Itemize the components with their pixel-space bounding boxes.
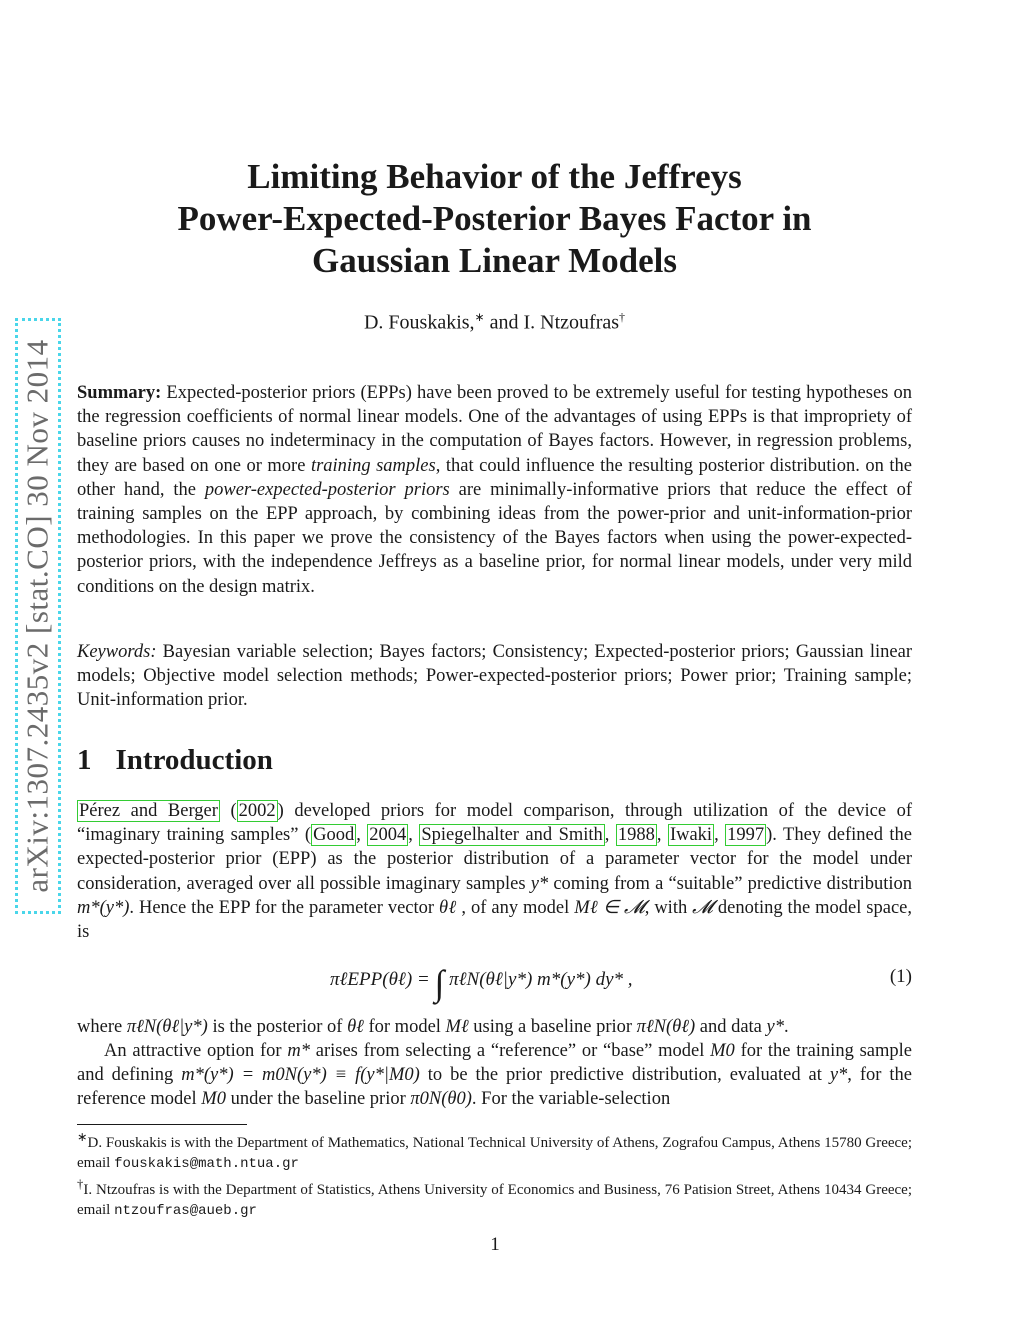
math-inline: 𝓜 bbox=[692, 897, 713, 918]
intro-text: where bbox=[77, 1017, 127, 1037]
math-inline: Mℓ bbox=[445, 1017, 469, 1037]
summary-text-2: , that could influence the resulting posterior distribution. on the other hand, the bbox=[77, 455, 912, 500]
section-heading-introduction bbox=[77, 744, 273, 777]
footnote-mark-2[interactable]: † bbox=[619, 310, 626, 324]
footnote-divider bbox=[77, 1124, 247, 1125]
intro-text: is the posterior of bbox=[207, 1017, 348, 1037]
intro-paragraph-3 bbox=[77, 1039, 912, 1112]
summary-emphasis-2: power-expected-posterior priors bbox=[204, 479, 450, 500]
author-fouskakis: D. Fouskakis, bbox=[363, 311, 475, 334]
citation-link-2004[interactable]: 2004 bbox=[369, 825, 407, 846]
intro-text: . For the variable-selection bbox=[471, 1089, 671, 1110]
intro-text: for the training sample and defining bbox=[77, 1041, 912, 1086]
summary-label: Summary: bbox=[77, 383, 162, 403]
intro-text: for model bbox=[363, 1017, 446, 1037]
arxiv-identifier: arXiv:1307.2435v2 [stat.CO] 30 Nov 2014 bbox=[20, 339, 55, 893]
footnote-mark-1[interactable]: ∗ bbox=[474, 310, 485, 324]
citation-link-perez-berger[interactable]: Pérez and Berger bbox=[79, 801, 218, 821]
footnote-1-mark: ∗ bbox=[77, 1130, 88, 1144]
abstract-summary bbox=[77, 381, 912, 599]
intro-text: . bbox=[783, 1017, 789, 1037]
summary-emphasis-1: training samples bbox=[310, 455, 436, 476]
footnote-1-text: D. Fouskakis is with the Department of Mathematics, National Technical University of Athens, Zografou Campus, Athens 15780 Greece; email bbox=[77, 1135, 912, 1171]
intro-text: An attractive option for bbox=[104, 1041, 288, 1061]
intro-text: to be the prior predictive distribution, evaluated at bbox=[419, 1065, 830, 1086]
citation-link-good[interactable]: Good bbox=[313, 825, 355, 846]
math-inline: θℓ bbox=[439, 897, 457, 918]
arxiv-identifier-stamp[interactable] bbox=[15, 318, 61, 914]
intro-paragraph-2 bbox=[77, 1015, 912, 1039]
paper-title bbox=[77, 156, 912, 282]
title-line-2: Power-Expected-Posterior Bayes Factor in bbox=[177, 199, 812, 238]
equation-1 bbox=[77, 958, 912, 1003]
intro-text: ). They defined the expected-posterior prior (EPP) as the posterior distribution of a parameter vector for the model under consideration, averaged over all possible imaginary samples bbox=[77, 825, 913, 894]
intro-text: ) developed priors for model comparison, through utilization of the device of “imaginary training samples” ( bbox=[77, 801, 912, 846]
footnote-2-text: I. Ntzoufras is with the Department of Statistics, Athens University of Economics and Business, 76 Patision Street, Athens 10434 Greece; email bbox=[77, 1182, 912, 1218]
intro-text: and data bbox=[695, 1017, 767, 1037]
intro-text: , bbox=[356, 825, 368, 846]
keywords-text: Bayesian variable selection; Bayes factors; Consistency; Expected-posterior priors; Gaussian linear models; Objective model selection methods; Power-expected-posterior priors; Power prior; Training sample; Unit-information prior. bbox=[77, 642, 912, 711]
intro-text: , bbox=[656, 825, 668, 846]
integral-sign: ∫ bbox=[434, 963, 445, 1003]
intro-text: under the baseline prior bbox=[225, 1089, 411, 1110]
intro-text: , bbox=[408, 825, 420, 846]
equation-number: (1) bbox=[889, 966, 912, 987]
citation-link-spiegelhalter-smith[interactable]: Spiegelhalter and Smith bbox=[421, 825, 603, 846]
citation-link-iwaki[interactable]: Iwaki bbox=[669, 825, 713, 846]
math-inline: M0 bbox=[201, 1089, 226, 1110]
intro-text: , of any model bbox=[456, 897, 575, 918]
math-inline: Mℓ ∈ 𝓜 bbox=[574, 897, 645, 918]
section-number: 1 bbox=[77, 744, 92, 776]
equation-rhs: πℓN(θℓ|y*) m*(y*) dy* , bbox=[444, 969, 633, 990]
summary-text-3: are minimally-informative priors that reduce the effect of training samples on the EPP approach, by combining ideas from the power-prior and unit-information-prior methodologies. In this paper we prove the consistency of the Bayes factors when using the power-expected-posterior priors, with the independence Jeffreys as a baseline prior, for normal linear models, under very mild conditions on the design matrix. bbox=[77, 479, 912, 597]
citation-link-1988[interactable]: 1988 bbox=[617, 825, 655, 846]
summary-text-1: Expected-posterior priors (EPPs) have been proved to be extremely useful for testing hypotheses on the regression coefficients of normal linear models. One of the advantages of using EPPs is that impropriety of baseline priors causes no indeterminacy in the computation of Bayes factors. However, in regression problems, they are based on one or more bbox=[77, 383, 912, 476]
keywords-block bbox=[77, 640, 912, 713]
intro-text: coming from a “suitable” predictive distribution bbox=[548, 873, 912, 894]
intro-text: denoting the model space, is bbox=[77, 897, 913, 943]
math-inline: θℓ bbox=[347, 1017, 364, 1037]
author-separator: and bbox=[484, 311, 524, 334]
math-inline: m* bbox=[287, 1041, 310, 1061]
footnote-1 bbox=[77, 1127, 912, 1174]
math-inline: πℓN(θℓ) bbox=[636, 1017, 696, 1037]
math-inline: y* bbox=[829, 1065, 848, 1086]
citation-link-1997[interactable]: 1997 bbox=[727, 825, 765, 846]
intro-paragraph-1 bbox=[77, 799, 912, 944]
math-inline: m*(y*) bbox=[77, 897, 130, 918]
math-inline: y* bbox=[530, 873, 549, 894]
intro-text: using a baseline prior bbox=[468, 1017, 637, 1037]
math-inline: y* bbox=[766, 1017, 784, 1037]
equation-body bbox=[330, 962, 633, 1004]
title-line-1: Limiting Behavior of the Jeffreys bbox=[247, 157, 742, 196]
intro-text: arises from selecting a “reference” or “base” model bbox=[309, 1041, 711, 1061]
math-inline: π0N(θ0) bbox=[410, 1089, 472, 1110]
intro-text: , with bbox=[644, 897, 693, 918]
section-title: Introduction bbox=[115, 744, 273, 776]
keywords-label: Keywords: bbox=[77, 642, 157, 662]
footnotes bbox=[77, 1127, 912, 1221]
author-list bbox=[77, 310, 912, 335]
intro-text: . Hence the EPP for the parameter vector bbox=[129, 897, 440, 918]
email-link-ntzoufras[interactable]: ntzoufras@aueb.gr bbox=[114, 1203, 257, 1219]
citation-link-2002[interactable]: 2002 bbox=[238, 801, 276, 821]
intro-text: , bbox=[714, 825, 726, 846]
email-link-fouskakis[interactable]: fouskakis@math.ntua.gr bbox=[114, 1156, 299, 1172]
intro-text: ( bbox=[219, 801, 237, 821]
footnote-2 bbox=[77, 1174, 912, 1221]
math-inline: m*(y*) = m0N(y*) ≡ f(y*|M0) bbox=[181, 1065, 420, 1086]
math-inline: πℓN(θℓ|y*) bbox=[126, 1017, 208, 1037]
intro-text: , for the reference model bbox=[77, 1065, 912, 1110]
page-number: 1 bbox=[490, 1234, 500, 1255]
intro-text: , bbox=[604, 825, 616, 846]
author-ntzoufras: I. Ntzoufras bbox=[523, 311, 620, 334]
math-inline: M0 bbox=[710, 1041, 735, 1061]
footnote-2-mark: † bbox=[77, 1177, 84, 1191]
equation-lhs: πℓEPP(θℓ) = bbox=[330, 969, 435, 990]
title-line-3: Gaussian Linear Models bbox=[312, 241, 677, 280]
